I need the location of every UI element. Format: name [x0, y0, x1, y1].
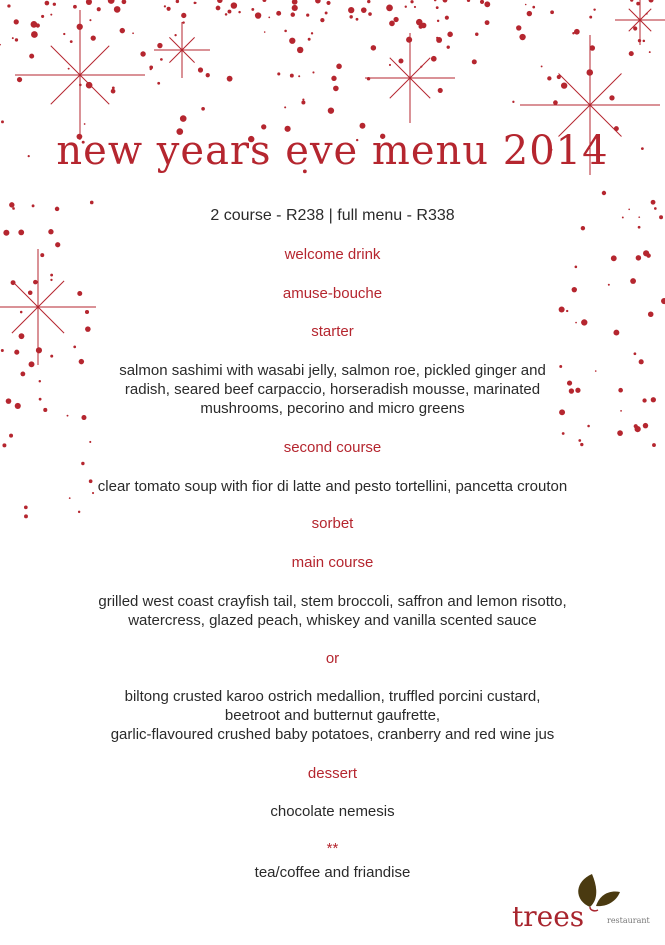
sparkle-dot — [348, 7, 354, 13]
sparkle-dot — [633, 26, 637, 30]
sparkle-dot — [12, 37, 14, 39]
sparkle-dot — [284, 30, 287, 33]
sparkle-dot — [50, 355, 53, 358]
star-icon — [0, 249, 96, 365]
sparkle-dot — [17, 77, 22, 82]
sparkle-dot — [225, 13, 228, 16]
sparkle-dot — [206, 73, 210, 77]
sparkle-dot — [90, 201, 94, 205]
sparkle-dot — [63, 33, 65, 35]
sparkle-dot — [36, 347, 42, 353]
sparkle-dot — [609, 95, 614, 100]
sparkle-dot — [414, 6, 416, 8]
sparkle-dot — [405, 6, 407, 8]
sparkle-dot — [326, 1, 330, 5]
sparkle-dot — [485, 20, 490, 25]
sparkle-dot — [302, 99, 304, 101]
sparkle-dot — [438, 88, 443, 93]
sparkle-dot — [467, 0, 470, 2]
sparkle-dot — [630, 0, 633, 2]
sparkle-dot — [276, 11, 281, 16]
sparkle-dot — [91, 35, 96, 40]
sparkle-dot — [14, 350, 19, 355]
second-course-line: clear tomato soup with fior di latte and pesto tortellini, pancetta crouton — [97, 478, 568, 495]
sparkle-dot — [14, 19, 19, 24]
sparkle-dot — [516, 25, 521, 30]
sparkle-dot — [349, 15, 352, 18]
sparkle-dot — [36, 23, 40, 27]
sparkle-dot — [617, 430, 623, 436]
sparkle-dot — [629, 51, 634, 56]
sparkle-dot — [167, 7, 171, 11]
sparkle-dot — [24, 506, 28, 510]
sparkle-dot — [574, 29, 580, 35]
star-icon — [615, 0, 665, 45]
sparkle-dot — [132, 32, 134, 34]
heading-dessert: dessert — [307, 765, 358, 782]
sparkle-dot — [45, 1, 50, 6]
sparkle-dot — [371, 45, 377, 51]
sparkle-dot — [480, 0, 484, 4]
sparkle-dot — [328, 107, 334, 113]
sparkle-dot — [331, 76, 336, 81]
sparkle-dot — [472, 59, 477, 64]
sparkle-dot — [227, 76, 233, 82]
sparkle-dot — [311, 32, 313, 34]
sparkle-dot — [527, 11, 532, 16]
sparkle-dot — [581, 226, 585, 230]
sparkle-dot — [445, 16, 449, 20]
sparkle-dot — [525, 4, 527, 6]
final-line: tea/coffee and friandise — [254, 864, 411, 881]
sparkle-dot — [541, 65, 543, 67]
sparkle-dot — [251, 8, 254, 11]
sparkle-dot — [174, 34, 176, 36]
heading-second-course: second course — [283, 439, 382, 456]
sparkle-dot — [20, 311, 23, 314]
heading-starter: starter — [311, 323, 354, 340]
sparkle-dot — [519, 34, 525, 40]
sparkle-dot — [50, 279, 52, 281]
sparkle-dot — [389, 64, 391, 66]
sparkle-dot — [114, 6, 121, 13]
sparkle-dot — [284, 106, 286, 108]
sparkle-dot — [194, 2, 197, 5]
sparkle-dot — [1, 349, 4, 352]
or-divider: or — [325, 650, 340, 667]
main-course-line: biltong crusted karoo ostrich medallion, truffled porcini custard, — [124, 688, 541, 705]
main-course-line: garlic-flavoured crushed baby potatoes, cranberry and red wine jus — [110, 726, 555, 743]
sparkle-dot — [643, 40, 646, 43]
sparkle-dot — [436, 37, 438, 39]
page-title: new years eve menu 2014 — [56, 128, 609, 174]
sparkle-dot — [291, 12, 295, 16]
sparkle-dot — [421, 23, 427, 29]
sparkle-dot — [398, 58, 403, 63]
sparkle-dot — [164, 5, 166, 7]
sparkle-dot — [301, 100, 305, 104]
starter-line: salmon sashimi with wasabi jelly, salmon roe, pickled ginger and — [119, 362, 546, 379]
sparkle-dot — [111, 89, 116, 94]
sparkle-dot — [277, 72, 280, 75]
sparkle-dot — [140, 51, 145, 56]
sparkle-dot — [29, 54, 34, 59]
sparkle-dot — [238, 11, 240, 13]
sparkle-dot — [264, 31, 266, 33]
sparkle-dot — [386, 5, 393, 12]
sparkle-dot — [636, 2, 640, 6]
trees-restaurant-logo — [512, 872, 662, 937]
sparkle-dot — [160, 58, 163, 61]
sparkle-dot — [15, 38, 18, 41]
sparkle-dot — [53, 3, 56, 6]
sparkle-dot — [268, 17, 270, 19]
sparkle-dot — [122, 0, 127, 4]
sparkle-dot — [572, 32, 574, 34]
sparkle-dot — [97, 7, 101, 11]
sparkle-dot — [86, 82, 93, 89]
sparkle-dot — [336, 64, 342, 70]
sparkle-dot — [367, 0, 370, 3]
sparkle-dot — [157, 43, 162, 48]
sparkle-dot — [431, 56, 437, 62]
sparkle-dot — [297, 47, 303, 53]
sparkle-dot — [50, 14, 52, 16]
sparkle-dot — [315, 0, 321, 3]
sparkle-dot — [312, 71, 314, 73]
sparkle-dot — [602, 191, 606, 195]
sparkle-dot — [406, 37, 412, 43]
sparkle-dot — [120, 28, 125, 33]
sparkle-dot — [262, 0, 266, 2]
sparkle-dot — [361, 7, 367, 13]
sparkle-dot — [180, 115, 187, 122]
sparkle-dot — [255, 12, 261, 18]
sparkle-dot — [512, 101, 514, 103]
heading-sorbet: sorbet — [311, 515, 354, 532]
sparkle-dot — [86, 0, 92, 5]
sparkle-dot — [308, 38, 311, 41]
sparkle-dot — [73, 5, 77, 9]
sparkle-dot — [0, 44, 1, 46]
sparkle-dot — [231, 2, 237, 8]
sparkle-dot — [108, 0, 115, 4]
sparkle-dot — [434, 0, 437, 1]
sparkle-dot — [149, 66, 153, 70]
sparkle-dot — [443, 0, 448, 3]
sparkle-dot — [78, 511, 80, 513]
sparkle-dot — [89, 19, 91, 21]
heading-welcome-drink: welcome drink — [284, 246, 381, 263]
main-course-line: watercress, glazed peach, whiskey and vanilla scented sauce — [128, 612, 537, 629]
sparkle-dot — [532, 6, 535, 9]
sparkle-dot — [228, 10, 232, 14]
sparkle-dot — [290, 74, 294, 78]
sparkle-dot — [292, 0, 298, 5]
separator: ** — [326, 840, 339, 857]
star-icon — [365, 33, 455, 123]
sparkle-dot — [81, 462, 84, 465]
sparkle-dot — [70, 40, 73, 43]
sparkle-dot — [635, 426, 641, 432]
starter-line: mushrooms, pecorino and micro greens — [200, 400, 465, 417]
logo-name: trees — [512, 900, 585, 933]
main-course-line: grilled west coast crayfish tail, stem broccoli, saffron and lemon risotto, — [98, 593, 567, 610]
sparkle-dot — [325, 12, 328, 15]
sparkle-dot — [84, 123, 86, 125]
sparkle-dot — [589, 16, 592, 19]
sparkle-dot — [562, 432, 565, 435]
sparkle-dot — [18, 230, 24, 236]
pricing: 2 course - R238 | full menu - R338 — [210, 207, 455, 224]
sparkle-dot — [368, 12, 372, 16]
sparkle-dot — [651, 200, 656, 205]
sparkle-dot — [333, 86, 339, 92]
sparkle-dot — [436, 6, 439, 9]
sparkle-dot — [85, 310, 89, 314]
sparkle-dot — [566, 310, 568, 312]
sparkle-dot — [447, 32, 453, 38]
dessert-line: chocolate nemesis — [270, 803, 395, 820]
sparkle-dot — [306, 14, 309, 17]
sparkle-dot — [48, 229, 53, 234]
sparkle-dot — [292, 5, 298, 11]
sparkle-dot — [7, 4, 10, 7]
sparkle-dot — [587, 425, 590, 428]
sparkle-dot — [559, 306, 565, 312]
sparkle-dot — [437, 20, 439, 22]
sparkle-dot — [3, 230, 9, 236]
sparkle-dot — [216, 6, 221, 11]
sparkle-dot — [553, 100, 558, 105]
sparkle-dot — [198, 67, 203, 72]
sparkle-dot — [484, 1, 490, 7]
sparkle-dot — [73, 346, 76, 349]
sparkle-dot — [447, 45, 450, 48]
sparkle-dot — [649, 51, 651, 53]
logo-sub: restaurant — [607, 916, 650, 925]
star-icon — [15, 10, 145, 140]
sparkle-dot — [547, 76, 551, 80]
heading-amuse-bouche: amuse-bouche — [282, 285, 383, 302]
sparkle-dot — [298, 75, 300, 77]
main-course-line: beetroot and butternut gaufrette, — [224, 707, 441, 724]
sparkle-dot — [201, 107, 205, 111]
sparkle-dot — [157, 82, 160, 85]
sparkle-dot — [68, 68, 70, 70]
sparkle-dot — [112, 86, 115, 89]
sparkle-dot — [561, 82, 567, 88]
sparkle-dot — [50, 274, 53, 277]
sparkle-dot — [41, 15, 44, 18]
sparkle-dot — [389, 21, 395, 27]
sparkle-dot — [182, 21, 184, 23]
sparkle-dot — [643, 423, 648, 428]
sparkle-dot — [181, 13, 186, 18]
sparkle-dot — [475, 33, 478, 36]
sparkle-dot — [410, 0, 413, 3]
sparkle-dot — [31, 31, 38, 38]
sparkle-dot — [593, 8, 595, 10]
sparkle-dot — [550, 10, 554, 14]
sparkle-dot — [575, 266, 578, 269]
sparkle-dot — [176, 0, 179, 3]
sparkle-dot — [634, 352, 637, 355]
sparkle-dot — [69, 497, 71, 499]
sparkle-dot — [393, 17, 398, 22]
sparkle-dot — [638, 226, 641, 229]
sparkle-dot — [356, 18, 359, 21]
starter-line: radish, seared beef carpaccio, horseradish mousse, marinated — [124, 381, 541, 398]
sparkle-dot — [649, 0, 654, 3]
sparkle-dot — [289, 38, 295, 44]
sparkle-dot — [217, 0, 222, 3]
heading-main-course: main course — [291, 554, 374, 571]
sparkle-dot — [648, 311, 654, 317]
sparkle-dot — [320, 18, 324, 22]
sparkle-dot — [1, 120, 4, 123]
